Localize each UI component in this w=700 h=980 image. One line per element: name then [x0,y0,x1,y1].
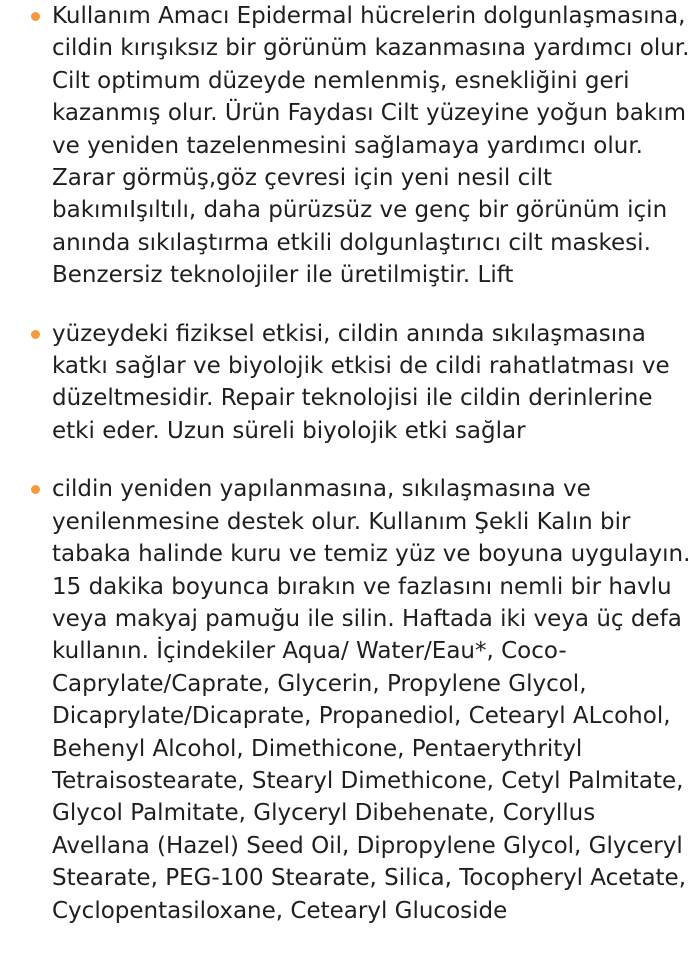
bullet-dot-icon [31,485,40,494]
bullet-dot-icon [31,330,40,339]
description-item-usage-purpose [0,0,700,292]
description-item-usage-ingredients [0,473,700,927]
bullet-dot-icon [31,12,40,21]
description-item-text: cildin yeniden yapılanmasına, sıkılaşmasına ve yenilenmesine destek olur. Kullanım Şekli Kalın bir tabaka halinde kuru ve temiz yüz ve boyuna uygulayın. 15 dakika boyunca bırakın ve fazlasını nemli bir havlu veya makyaj pamuğu ile silin. Haftada iki veya üç defa kullanın. İçindekiler Aqua/ Water/Eau*, Coco-Caprylate/Caprate, Glycerin, Propylene Glycol, Dicaprylate/Dicaprate, Propanediol, Cetearyl ALcohol, Behenyl Alcohol, Dimethicone, Pentaerythrityl Tetraisostearate, Stearyl Dimethicone, Cetyl Palmitate, Glycol Palmitate, Glyceryl Dibehenate, Coryllus Avellana (Hazel) Seed Oil, Dipropylene Glycol, Glyceryl Stearate, PEG-100 Stearate, Silica, Tocopheryl Acetate, Cyclopentasiloxane, Cetearyl Glucoside [52,476,691,924]
description-item-text: Kullanım Amacı Epidermal hücrelerin dolgunlaşmasına, cildin kırışıksız bir görünüm kazanmasına yardımcı olur. Cilt optimum düzeyde nemlenmiş, esnekliğini geri kazanmış olur. Ürün Faydası Cilt yüzeyine yoğun bakım ve yeniden tazelenmesini sağlamaya yardımcı olur. Zarar görmüş,göz çevresi için yeni nesil cilt bakımıIşıltılı, daha pürüzsüz ve genç bir görünüm için anında sıkılaştırma etkili dolgunlaştırıcı cilt maskesi. Benzersiz teknolojiler ile üretilmiştir. Lift [52,3,690,289]
description-item-lift-effect [0,318,700,448]
description-item-text: yüzeydeki fiziksel etkisi, cildin anında sıkılaşmasına katkı sağlar ve biyolojik etkisi de cildi rahatlatması ve düzeltmesidir. Repair teknolojisi ile cildin derinlerine etki eder. Uzun süreli biyolojik etki sağlar [52,320,670,444]
